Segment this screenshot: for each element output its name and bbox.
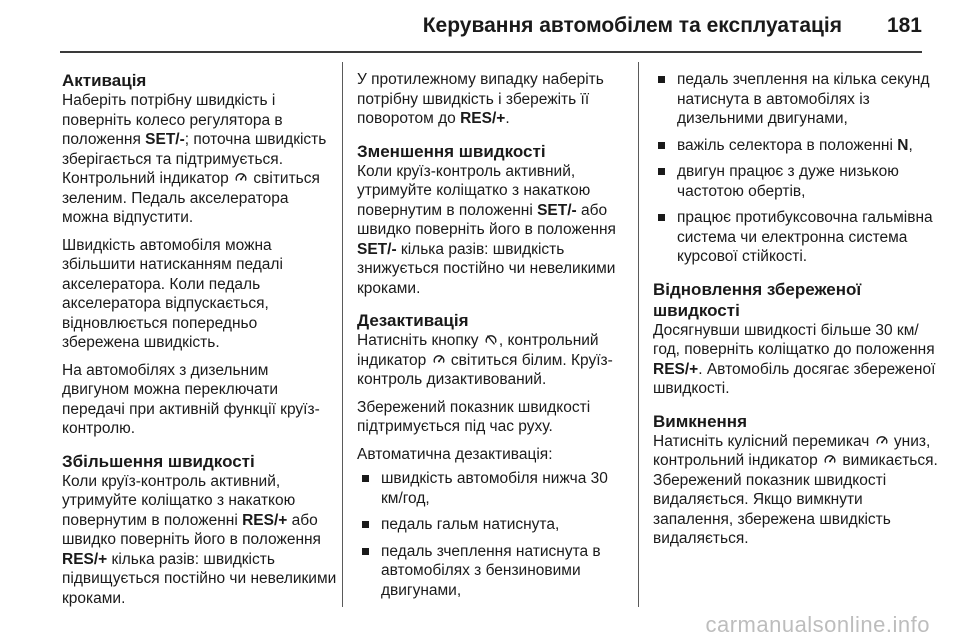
text: . — [505, 110, 510, 127]
set-minus-label: SET/- — [537, 201, 577, 219]
text: або швидко поверніть його в положення — [357, 201, 616, 238]
text: Наберіть потрібну швидкість і поверніть колесо регулятора в положення — [62, 92, 283, 148]
res-plus-label: RES/+ — [62, 550, 108, 568]
text: , — [908, 136, 913, 154]
decrease-paragraph — [357, 162, 632, 299]
text: кілька разів: швидкість знижується постійно чи невеликими кроками. — [357, 240, 616, 297]
neutral-label: N — [897, 136, 909, 154]
heading-increase-speed: Збільшення швидкості — [62, 451, 255, 471]
text: світиться білим. Круїз-контроль дизактивований. — [357, 351, 613, 388]
column-divider — [342, 62, 343, 607]
text: або швидко поверніть його в положення — [62, 511, 321, 548]
text: ; поточна швидкість зберігається та підтримується. Контрольний індикатор — [62, 131, 327, 187]
activation-paragraph-1 — [62, 91, 337, 228]
list-item: двигун працює з дуже низькою частотою обертів, — [653, 162, 943, 201]
text: Коли круїз-контроль активний, утримуйте коліщатко з накаткою повернутим в положенні — [62, 472, 296, 529]
watermark: carmanualsonline.info — [705, 612, 930, 637]
auto-deactivation-list — [357, 469, 632, 600]
text: Натисніть кнопку — [357, 332, 483, 349]
set-minus-label: SET/- — [357, 240, 397, 258]
text: світиться зеленим. Педаль акселератора можна відпустити. — [62, 170, 320, 226]
text: вимикається. Збережений показник швидкості видаляється. Якщо вимкнути запалення, збережена швидкість видаляється. — [653, 452, 938, 547]
opposite-case-paragraph — [357, 70, 632, 129]
auto-deactivation-list-continued — [653, 70, 943, 267]
text: кілька разів: швидкість підвищується постійно чи невеликими кроками. — [62, 550, 337, 607]
cruise-control-indicator-icon — [823, 453, 837, 467]
restore-paragraph — [653, 321, 943, 399]
deactivation-paragraph-1 — [357, 331, 632, 390]
activation-paragraph-3: На автомобілях з дизельним двигуном можна переключати передачі при активній функції круїз-контролю. — [62, 361, 320, 437]
res-plus-label: RES/+ — [242, 511, 288, 529]
header-title: Керування автомобілем та експлуатація — [422, 14, 842, 37]
switch-off-paragraph — [653, 432, 943, 549]
text: . Автомобіль досягає збереженої швидкості. — [653, 360, 936, 397]
text: У протилежному випадку наберіть потрібну швидкість і збережіть її поворотом до — [357, 71, 604, 127]
list-item: працює протибуксовочна гальмівна система чи електронна система курсової стійкості. — [653, 208, 943, 267]
list-item: швидкість автомобіля нижча 30 км/год, — [357, 469, 632, 508]
list-item: педаль зчеплення натиснута в автомобілях з бензиновими двигунами, — [357, 542, 632, 601]
text: Коли круїз-контроль активний, утримуйте коліщатко з накаткою повернутим в положенні — [357, 162, 591, 219]
text: униз, контрольний індикатор — [653, 432, 931, 469]
cruise-control-indicator-icon — [875, 434, 889, 448]
deactivation-paragraph-3: Автоматична дезактивація: — [357, 445, 553, 463]
cruise-cancel-button-icon — [484, 333, 498, 347]
activation-paragraph-2: Швидкість автомобіля можна збільшити натисканням педалі акселератора. Коли педаль акселератора відпускається, відновлюється попередньо збережена швидкість. — [62, 236, 283, 351]
column-divider — [638, 62, 639, 607]
cruise-control-indicator-icon — [234, 171, 248, 185]
res-plus-label: RES/+ — [460, 110, 506, 127]
column-1 — [62, 70, 337, 608]
heading-activation: Активація — [62, 71, 147, 90]
heading-switch-off: Вимкнення — [653, 411, 747, 431]
res-plus-label: RES/+ — [653, 360, 699, 378]
text: Досягнувши швидкості більше 30 км/год, поверніть коліщатко до положення — [653, 321, 935, 358]
heading-restore-speed: Відновлення збереженої швидкості — [653, 279, 862, 320]
header-rule — [60, 51, 922, 53]
cruise-control-indicator-icon — [432, 353, 446, 367]
list-item: педаль зчеплення на кілька секунд натиснута в автомобілях із дизельними двигунами, — [653, 70, 943, 129]
increase-paragraph — [62, 472, 337, 609]
text: , контрольний індикатор — [357, 332, 599, 369]
heading-decrease-speed: Зменшення швидкості — [357, 141, 546, 161]
page-header — [60, 0, 922, 52]
page-number: 181 — [886, 14, 922, 37]
deactivation-paragraph-2: Збережений показник швидкості підтримується під час руху. — [357, 398, 591, 435]
list-item — [653, 136, 943, 156]
text: Натисніть кулісний перемикач — [653, 432, 874, 450]
column-2 — [357, 70, 632, 607]
text: важіль селектора в положенні — [677, 136, 898, 154]
heading-deactivation: Дезактивація — [357, 311, 469, 330]
list-item: педаль гальм натиснута, — [357, 515, 632, 535]
set-minus-label: SET/- — [145, 131, 185, 148]
column-3 — [653, 70, 943, 549]
